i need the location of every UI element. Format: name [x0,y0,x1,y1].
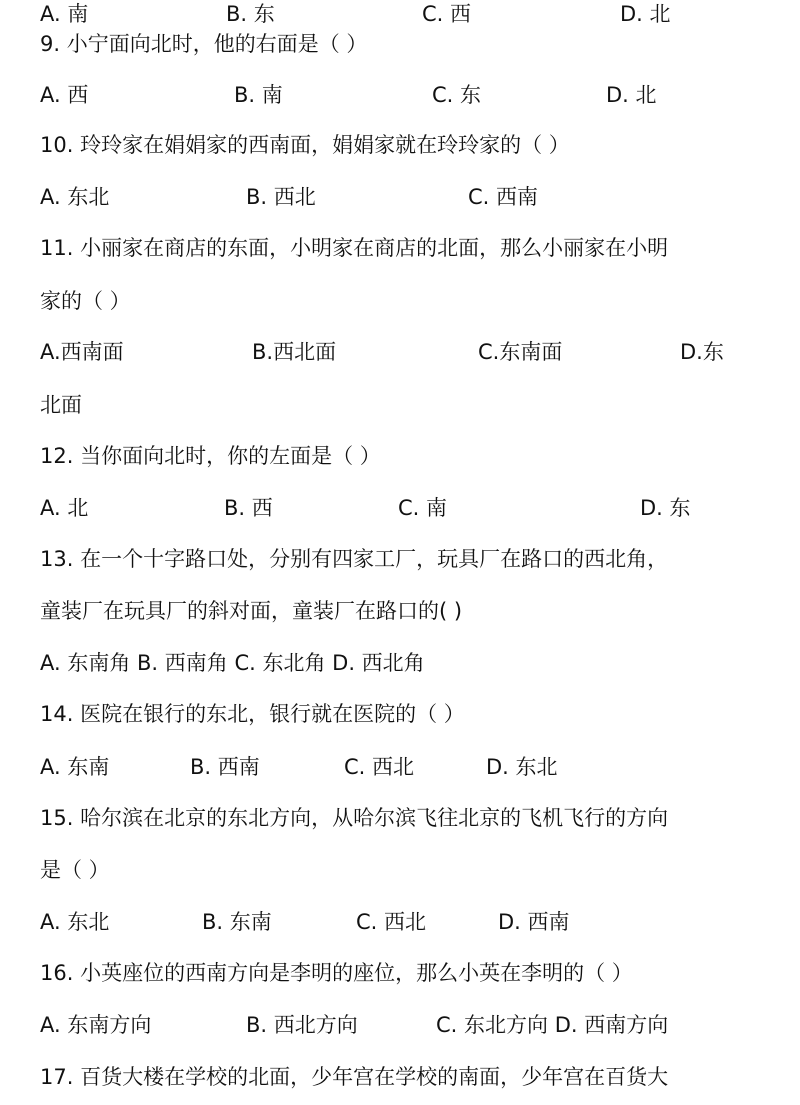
option-b: B. 东南 [202,910,272,934]
option-c: C. 西北 [344,755,415,779]
question-11-continued: 家的（ ） [40,289,131,313]
option-a: A.西南面 [40,340,124,364]
question-10: 10. 玲玲家在娟娟家的西南面，娟娟家就在玲玲家的（ ） [40,133,570,157]
option-d: D. 西南 [498,910,570,934]
question-11: 11. 小丽家在商店的东面，小明家在商店的北面，那么小丽家在小明 [40,236,669,260]
question-17: 17. 百货大楼在学校的北面，少年宫在学校的南面，少年宫在百货大 [40,1065,669,1089]
question-16: 16. 小英座位的西南方向是李明的座位，那么小英在李明的（ ） [40,961,633,985]
option-d-continued: 北面 [40,393,82,417]
option-b: B. 西 [224,496,273,520]
option-a: A. 东北 [40,185,110,209]
option-a: A. 南 [40,2,89,26]
option-d: D.东 [680,340,724,364]
option-d: D. 东 [640,496,691,520]
option-b: B. 东 [226,2,275,26]
question-12: 12. 当你面向北时，你的左面是（ ） [40,444,381,468]
option-b: B. 南 [234,83,283,107]
option-c: C. 西 [422,2,472,26]
options-row-q13: A. 东南角 B. 西南角 C. 东北角 D. 西北角 [40,651,425,675]
option-c: C.东南面 [478,340,563,364]
option-c: C. 西北 [356,910,427,934]
question-15: 15. 哈尔滨在北京的东北方向，从哈尔滨飞往北京的飞机飞行的方向 [40,806,669,830]
option-c: C. 西南 [468,185,539,209]
question-9: 9. 小宁面向北时，他的右面是（ ） [40,32,368,56]
option-b: B. 西南 [190,755,260,779]
option-a: A. 西 [40,83,89,107]
option-a: A. 东南方向 [40,1013,152,1037]
option-d: D. 北 [606,83,657,107]
option-b: B. 西北方向 [246,1013,358,1037]
option-d: D. 北 [620,2,671,26]
option-c: C. 东北方向 D. 西南方向 [436,1013,669,1037]
option-c: C. 南 [398,496,448,520]
option-d: D. 东北 [486,755,558,779]
option-c: C. 东 [432,83,482,107]
option-a: A. 北 [40,496,89,520]
question-13: 13. 在一个十字路口处，分别有四家工厂，玩具厂在路口的西北角， [40,547,669,571]
question-13-continued: 童装厂在玩具厂的斜对面，童装厂在路口的( ) [40,599,463,623]
option-b: B.西北面 [252,340,337,364]
question-15-continued: 是（ ） [40,858,110,882]
option-a: A. 东北 [40,910,110,934]
option-a: A. 东南 [40,755,110,779]
question-14: 14. 医院在银行的东北，银行就在医院的（ ） [40,702,465,726]
option-b: B. 西北 [246,185,316,209]
